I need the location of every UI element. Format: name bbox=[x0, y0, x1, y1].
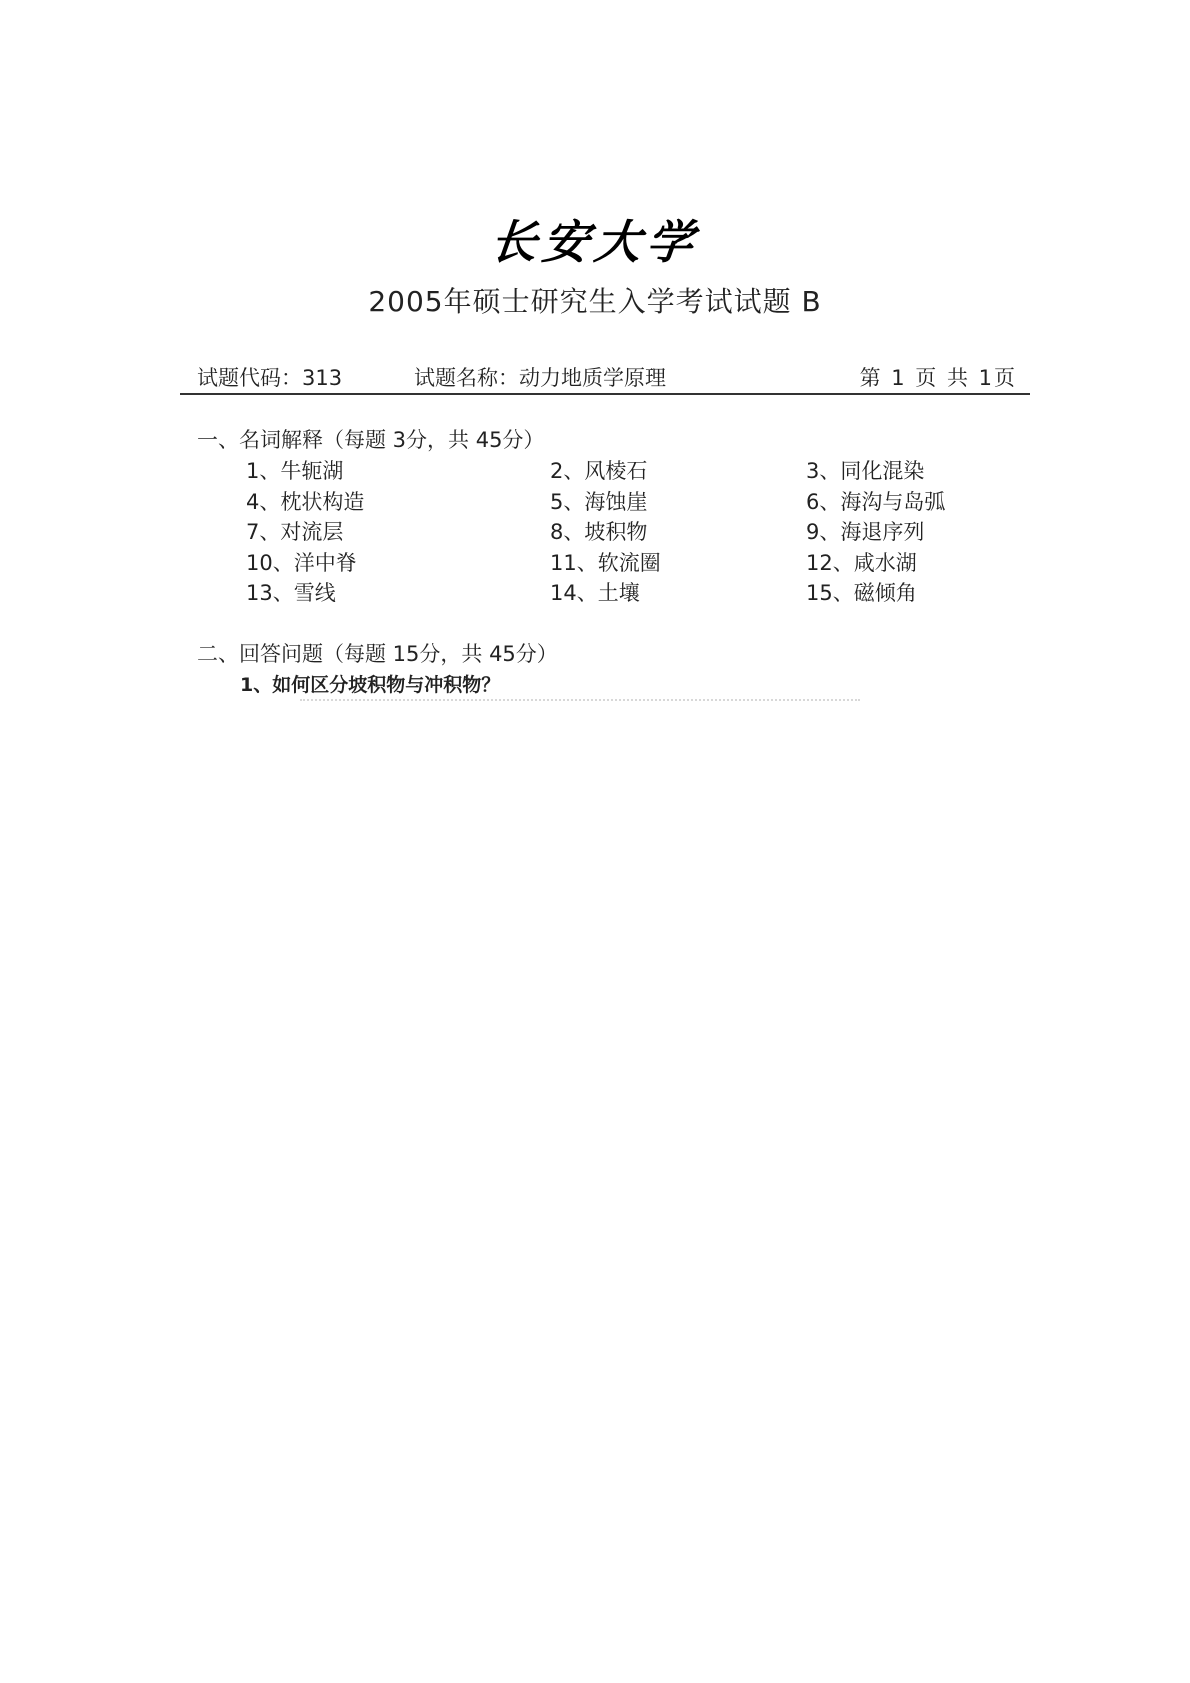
term-item: 6、海沟与岛弧 bbox=[806, 490, 946, 514]
term-item: 2、风棱石 bbox=[550, 459, 648, 483]
university-logo: 长安大学 bbox=[487, 215, 702, 269]
term-item: 13、雪线 bbox=[246, 581, 336, 605]
term-item: 11、软流圈 bbox=[550, 551, 661, 575]
exam-info-row bbox=[197, 362, 1017, 394]
term-item: 1、牛轭湖 bbox=[246, 459, 344, 483]
term-item: 5、海蚀崖 bbox=[550, 490, 648, 514]
term-item: 8、坡积物 bbox=[550, 520, 648, 544]
term-item: 3、同化混染 bbox=[806, 459, 925, 483]
page-count: 第 1 页 共 1页 bbox=[859, 366, 1017, 390]
header-divider bbox=[180, 393, 1030, 395]
term-item: 9、海退序列 bbox=[806, 520, 925, 544]
term-item: 4、枕状构造 bbox=[246, 490, 365, 514]
term-item: 12、咸水湖 bbox=[806, 551, 917, 575]
exam-subject-name: 试题名称：动力地质学原理 bbox=[414, 366, 666, 390]
exam-title: 2005年硕士研究生入学考试试题 B bbox=[368, 285, 822, 318]
exam-code: 试题代码：313 bbox=[197, 366, 343, 390]
term-item: 15、磁倾角 bbox=[806, 581, 917, 605]
question-item: 1、如何区分坡积物与冲积物？ bbox=[240, 674, 501, 696]
section-1-title: 一、名词解释（每题 3分，共 45分） bbox=[197, 428, 545, 452]
term-item: 7、对流层 bbox=[246, 520, 344, 544]
faint-divider bbox=[300, 699, 860, 701]
term-item: 14、土壤 bbox=[550, 581, 640, 605]
section-2-title: 二、回答问题（每题 15分，共 45分） bbox=[197, 642, 558, 666]
term-item: 10、洋中脊 bbox=[246, 551, 357, 575]
